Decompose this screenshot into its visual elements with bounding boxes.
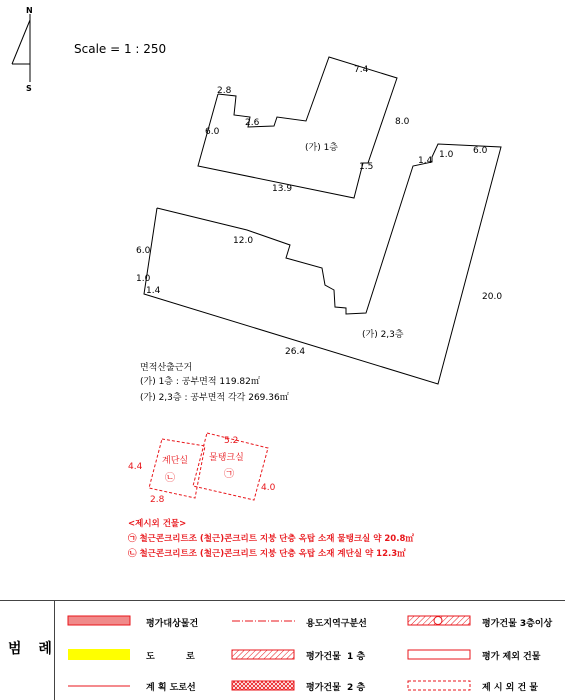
dim-bottom: 13.9 xyxy=(272,184,293,194)
dim-top-left: 2.8 xyxy=(217,86,232,96)
legend-label-2f: 평가건물 2 층 xyxy=(306,683,366,693)
marker-b: ㉡ xyxy=(165,473,175,484)
south-label: S xyxy=(26,84,32,93)
building-1f-label: (가) 1층 xyxy=(305,143,338,153)
legend-swatch-3f-circle xyxy=(434,617,442,625)
water-tank-label: 물탱크실 xyxy=(209,453,244,463)
dim-bottom-23: 26.4 xyxy=(285,347,306,357)
legend-label-1f: 평가건물 1 층 xyxy=(306,652,366,662)
area-basis-title: 면적산출근거 xyxy=(140,363,193,373)
legend-swatch-excluded xyxy=(408,650,470,659)
north-arrow-icon xyxy=(12,14,30,82)
legend-symbols xyxy=(0,600,565,700)
legend-title: 범 례 xyxy=(8,641,58,657)
dim-step: 1.5 xyxy=(359,162,374,172)
dim-right-23: 20.0 xyxy=(482,292,503,302)
marker-a: ㉠ xyxy=(224,469,234,480)
roof-dim-right: 4.0 xyxy=(261,483,276,493)
dim-c: 6.0 xyxy=(473,146,488,156)
stair-room-outline xyxy=(149,439,205,498)
legend-swatch-2f xyxy=(232,681,294,690)
legend-label-zoning: 용도지역구분선 xyxy=(306,619,367,629)
roof-dim-top: 5.2 xyxy=(224,436,239,446)
dim-left-23: 6.0 xyxy=(136,246,151,256)
legend-swatch-unlisted xyxy=(408,681,470,690)
legend-label-unlisted: 제 시 외 건 물 xyxy=(482,683,539,693)
legend-label-planned-road: 계 획 도로선 xyxy=(146,683,196,693)
dim-a: 1.4 xyxy=(418,156,433,166)
legend-label-target: 평가대상물건 xyxy=(146,619,199,629)
legend xyxy=(0,600,565,700)
dim-right: 8.0 xyxy=(395,117,410,127)
legend-swatch-target xyxy=(68,616,130,625)
legend-swatch-1f xyxy=(232,650,294,659)
dim-left-small2: 1.4 xyxy=(146,286,161,296)
dim-b: 1.0 xyxy=(439,150,454,160)
building-1f-outline xyxy=(198,57,397,198)
dim-top: 12.0 xyxy=(233,236,254,246)
area-basis-line2: (가) 2,3층 : 공부면적 각각 269.36㎡ xyxy=(140,393,289,403)
dim-notch: 2.6 xyxy=(245,118,260,128)
building-23f-label: (가) 2,3층 xyxy=(362,330,404,340)
dim-left: 6.0 xyxy=(205,127,220,137)
rooftop-note-title: <제시외 건물> xyxy=(128,519,187,529)
building-23f-outline xyxy=(144,144,501,384)
rooftop-note-2: ㉡ 철근콘크리트조 (철근)콘크리트 지붕 단층 옥탑 소재 계단실 약 12.3㎡ xyxy=(128,549,406,559)
rooftop-note-1: ㉠ 철근콘크리트조 (철근)콘크리트 지붕 단층 옥탑 소재 물탱크실 약 20.8㎡ xyxy=(128,534,414,544)
north-label: N xyxy=(26,6,33,15)
scale-label: Scale = 1 : 250 xyxy=(74,42,167,56)
stair-room-label: 계단실 xyxy=(162,456,189,466)
legend-label-excluded: 평가 제외 건물 xyxy=(482,652,541,662)
legend-swatch-road xyxy=(68,649,130,660)
dim-left-small: 1.0 xyxy=(136,274,151,284)
dim-top-right: 7.4 xyxy=(354,65,369,75)
area-basis-line1: (가) 1층 : 공부면적 119.82㎡ xyxy=(140,377,260,387)
legend-label-3f: 평가건물 3층이상 xyxy=(482,619,553,629)
roof-dim-left: 4.4 xyxy=(128,462,143,472)
roof-dim-bottom: 2.8 xyxy=(150,495,165,505)
legend-label-road: 도 로 xyxy=(146,652,195,662)
rooftop-structures xyxy=(149,433,268,500)
